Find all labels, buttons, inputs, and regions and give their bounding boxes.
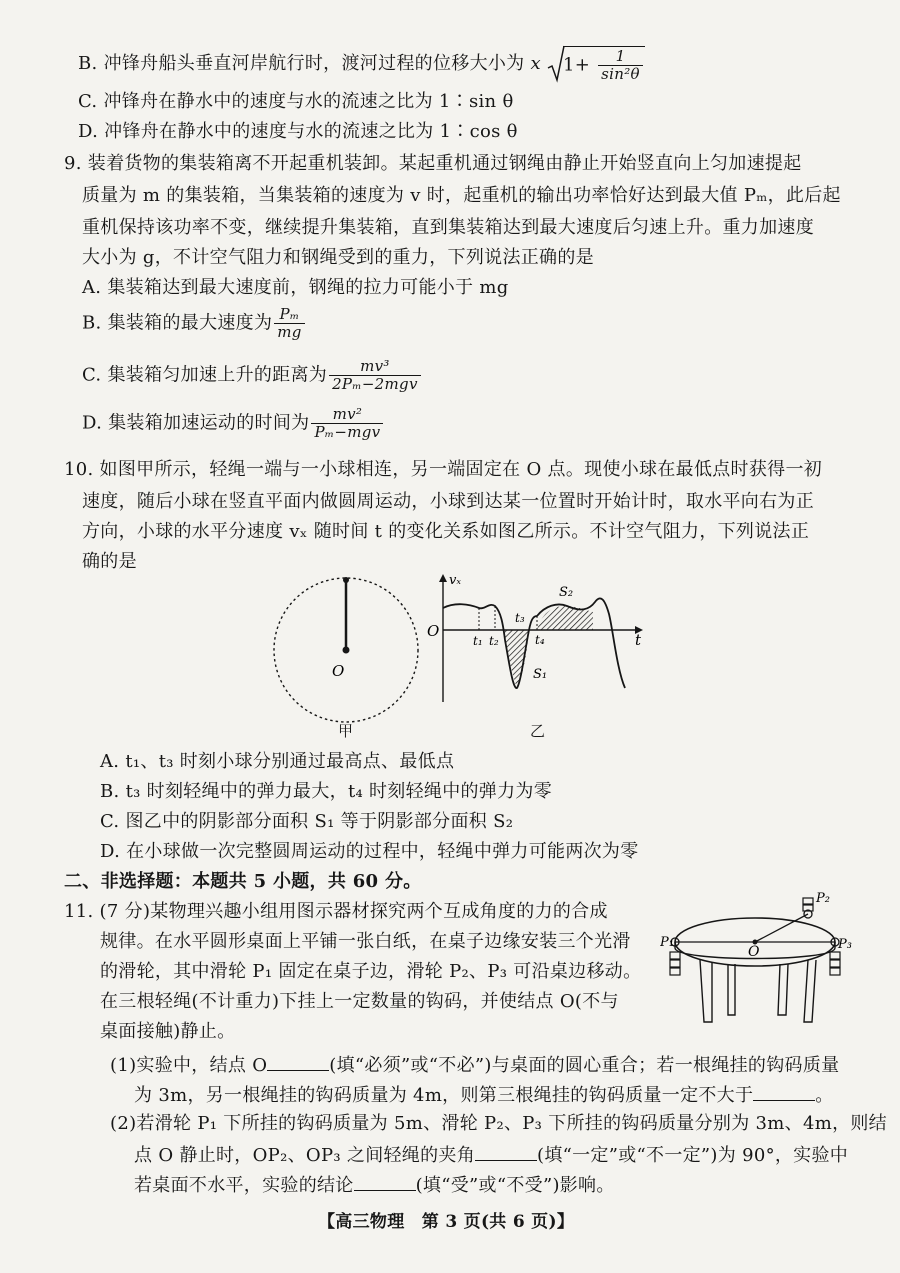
label-t1: t₁ — [473, 634, 483, 648]
q10-stem-line-2: 速度，随后小球在竖直平面内做圆周运动，小球到达某一位置时开始计时，取水平向右为正 — [82, 491, 814, 512]
q11-part1-line2: 为 3m，另一根绳挂的钩码质量为 4m，则第三根绳挂的钩码质量一定不大于 。 — [134, 1082, 834, 1108]
q9-stem-line-2: 质量为 m 的集装箱，当集装箱的速度为 v 时，起重机的输出功率恰好达到最大值 Pₘ，此后起 — [82, 185, 841, 206]
figure-jia-caption: 甲 — [338, 722, 354, 740]
q9-stem-line-3: 重机保持该功率不变，继续提升集装箱，直到集装箱达到最大速度后匀速上升。重力加速度 — [82, 217, 814, 238]
table-figure — [660, 890, 860, 1040]
q11-part2-line2: 点 O 静止时，OP₂、OP₃ 之间轻绳的夹角 (填“一定”或“不一定”)为 90°，实验中 — [134, 1142, 848, 1168]
q10-option-b: B. t₃ 时刻轻绳中的弹力最大，t₄ 时刻轻绳中的弹力为零 — [100, 781, 553, 802]
q8-option-b: B. 冲锋舟船头垂直河岸航行时，渡河过程的位移大小为 x 1+ $\frac{1}{\text{sin²θ}}$ — [78, 44, 645, 84]
section-heading: 二、非选择题：本题共 5 小题，共 60 分。 — [64, 871, 422, 892]
figure-yi-caption: 乙 — [530, 722, 546, 740]
q10-stem-line-4: 确的是 — [82, 551, 137, 572]
q9-option-c: C. 集装箱匀加速上升的距离为 $\frac{\text{mv³}}{\text{2Pₘ−2mgv}}$ — [82, 358, 423, 393]
label-t: t — [635, 631, 642, 649]
q11-stem-line-3: 的滑轮，其中滑轮 P₁ 固定在桌子边，滑轮 P₂、P₃ 可沿桌边移动。 — [100, 961, 642, 982]
ball — [343, 647, 350, 654]
q9-option-a: A. 集装箱达到最大速度前，钢绳的拉力可能小于 mg — [82, 277, 509, 298]
table-label-p2: P₂ — [816, 891, 830, 906]
label-t2: t₂ — [489, 634, 499, 648]
page-footer: 【高三物理 第 3 页(共 6 页)】 — [318, 1212, 575, 1232]
q10-option-d: D. 在小球做一次完整圆周运动的过程中，轻绳中弹力可能两次为零 — [100, 841, 639, 862]
q10-option-c: C. 图乙中的阴影部分面积 S₁ 等于阴影部分面积 S₂ — [100, 811, 514, 832]
sqrt-expression: 1+ $\frac{1}{\text{sin²θ}}$ — [547, 44, 645, 84]
blank-1[interactable] — [267, 1052, 329, 1071]
blank-4[interactable] — [354, 1172, 416, 1191]
q9-stem-line-4: 大小为 g，不计空气阻力和钢绳受到的重力，下列说法正确的是 — [82, 247, 594, 268]
q10-stem-line-1: 10. 如图甲所示，轻绳一端与一小球相连，另一端固定在 O 点。现使小球在最低点时获得一初 — [64, 459, 823, 480]
label-s1: S₁ — [533, 667, 548, 682]
q9-stem-line-1: 9. 装着货物的集装箱离不开起重机装卸。某起重机通过钢绳由静止开始竖直向上匀加速提起 — [64, 153, 802, 174]
q10-option-a: A. t₁、t₃ 时刻小球分别通过最高点、最低点 — [100, 751, 455, 772]
q11-part2-line3: 若桌面不水平，实验的结论 (填“受”或“不受”)影响。 — [134, 1172, 615, 1198]
q10-stem-line-3: 方向，小球的水平分速度 vₓ 随时间 t 的变化关系如图乙所示。不计空气阻力，下列说法正 — [82, 521, 810, 542]
label-s2: S₂ — [559, 585, 574, 600]
q8-option-c: C. 冲锋舟在静水中的速度与水的流速之比为 1∶sin θ — [78, 91, 514, 112]
table-label-p1: P₁ — [660, 935, 674, 950]
figure-yi-graph — [425, 570, 655, 705]
top-point — [343, 577, 349, 583]
q9-option-d: D. 集装箱加速运动的时间为 $\frac{\text{mv²}}{\text{Pₘ−mgv}}$ — [82, 406, 385, 441]
label-t4: t₄ — [535, 633, 545, 647]
q11-part2-line1: (2)若滑轮 P₁ 下所挂的钩码质量为 5m、滑轮 P₂、P₃ 下所挂的钩码质量分别为 3m、4m，则结 — [110, 1113, 887, 1134]
table-label-o: O — [748, 944, 760, 960]
label-vx: vₓ — [449, 573, 461, 588]
label-o: O — [332, 662, 345, 680]
label-origin: O — [427, 622, 440, 640]
q11-part1-line1: (1)实验中，结点 O (填“必须”或“不必”)与桌面的圆心重合；若一根绳挂的钩码质量 — [110, 1052, 839, 1078]
q9-option-b: B. 集装箱的最大速度为 $\frac{\text{Pₘ}}{mg}$ — [82, 306, 307, 341]
q11-stem-line-1: 11. (7 分)某物理兴趣小组用图示器材探究两个互成角度的力的合成 — [64, 901, 608, 922]
table-label-p3: P₃ — [838, 937, 852, 952]
q8-option-d: D. 冲锋舟在静水中的速度与水的流速之比为 1∶cos θ — [78, 121, 518, 142]
q11-stem-line-4: 在三根轻绳(不计重力)下挂上一定数量的钩码，并使结点 O(不与 — [100, 991, 619, 1012]
q11-stem-line-5: 桌面接触)静止。 — [100, 1021, 236, 1042]
blank-2[interactable] — [753, 1082, 815, 1101]
label-t3: t₃ — [515, 611, 525, 625]
q11-stem-line-2: 规律。在水平圆形桌面上平铺一张白纸，在桌子边缘安装三个光滑 — [100, 931, 631, 952]
blank-3[interactable] — [475, 1142, 537, 1161]
